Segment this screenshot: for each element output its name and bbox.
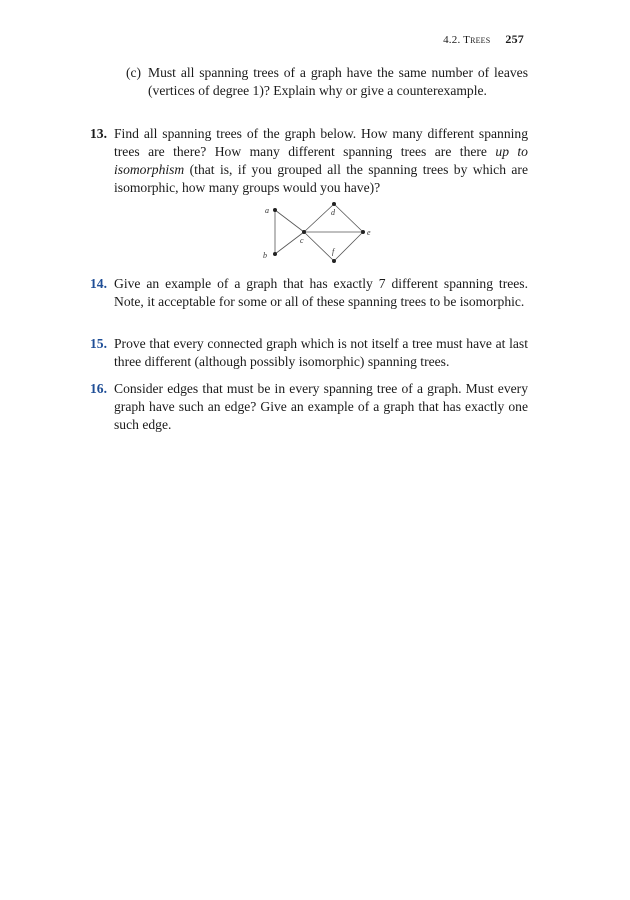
- edge-fe: [334, 232, 363, 261]
- exercise-number: 15.: [90, 336, 107, 351]
- vertex-a: [273, 208, 277, 212]
- emphasis-term: up to isomorphism: [114, 144, 528, 177]
- vertex-c: [302, 230, 306, 234]
- label-a: a: [265, 206, 269, 215]
- part-text: Must all spanning trees of a graph have the same number of leaves (vertices of degree 1)? Explain why or give a counterexample.: [148, 65, 528, 98]
- label-d: d: [331, 208, 335, 217]
- section-title: 4.2. Trees: [443, 34, 491, 46]
- exercise-16: [90, 380, 528, 434]
- exercise-number: 16.: [90, 381, 107, 396]
- label-c: c: [300, 236, 304, 245]
- graph-figure: [255, 198, 380, 268]
- exercise-part-c: [126, 64, 528, 100]
- exercise-13: [90, 125, 528, 197]
- vertex-d: [332, 202, 336, 206]
- exercise-number: 14.: [90, 276, 107, 291]
- edge-cf: [304, 232, 334, 261]
- edge-de: [334, 204, 363, 232]
- label-f: f: [332, 247, 335, 256]
- edge-ac: [275, 210, 304, 232]
- exercise-15: [90, 335, 528, 371]
- exercise-text: Consider edges that must be in every spanning tree of a graph. Must every graph have such an edge? Give an example of a graph that has exactly one such edge.: [114, 381, 528, 432]
- exercise-14: [90, 275, 528, 311]
- exercise-text: Find all spanning trees of the graph below. How many different spanning trees are there? How many different spanning trees are there up to isomorphism (that is, if you grouped all the spanning trees by which are isomorphic, how many groups would you have)?: [114, 126, 528, 195]
- vertex-e: [361, 230, 365, 234]
- label-e: e: [367, 228, 371, 237]
- part-label: (c): [126, 65, 142, 80]
- edge-cd: [304, 204, 334, 232]
- vertex-b: [273, 252, 277, 256]
- vertex-f: [332, 259, 336, 263]
- exercise-number: 13.: [90, 126, 107, 141]
- label-b: b: [263, 251, 267, 260]
- exercise-text: Give an example of a graph that has exactly 7 different spanning trees. Note, it acceptable for some or all of these spanning trees to be isomorphic.: [114, 276, 528, 309]
- exercise-text: Prove that every connected graph which is not itself a tree must have at last three different (although possibly isomorphic) spanning trees.: [114, 336, 528, 369]
- page-number: 257: [505, 32, 524, 46]
- running-header: [443, 32, 524, 47]
